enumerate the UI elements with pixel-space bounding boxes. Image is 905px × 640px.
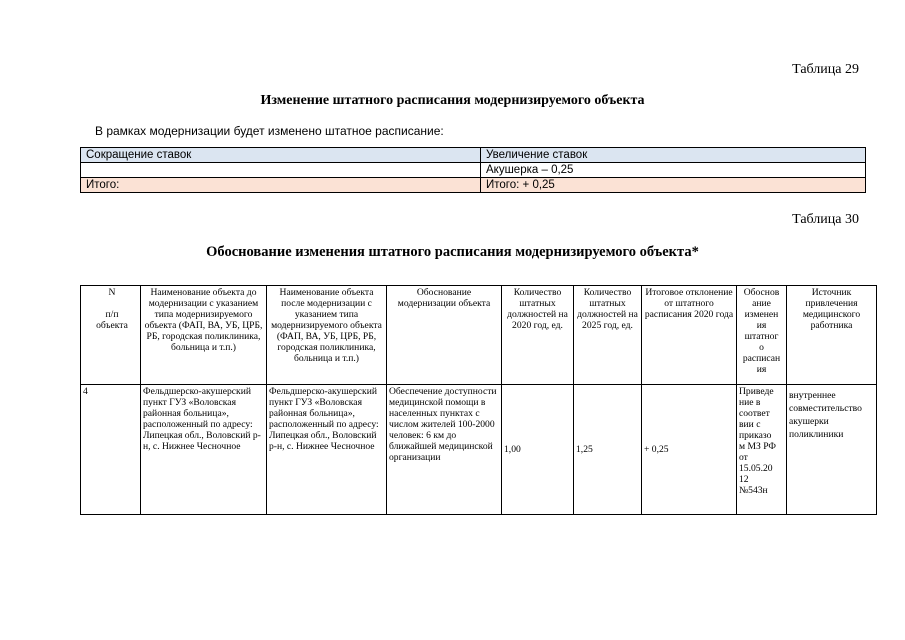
staff-2020: 1,00 bbox=[502, 385, 574, 515]
change-basis: Приведе ние в соответ вии с приказо м МЗ РФ от 15.05.20 12 №543н bbox=[737, 385, 787, 515]
modernization-reason: Обеспечение доступности медицинской помощи в населенных пунктах с числом жителей 100-2000 человек: 6 км до ближайшей медицинской организации bbox=[387, 385, 502, 515]
intro-text: В рамках модернизации будет изменено штатное расписание: bbox=[95, 124, 444, 138]
table-row bbox=[81, 163, 866, 178]
total-reduction: Итого: bbox=[81, 178, 481, 193]
header-name-after: Наименование объекта после модернизации с указанием типа модернизируемого объекта (ФАП, ВА, УБ, ЦРБ, РБ, городская поликлиника, больница и т.п.) bbox=[267, 286, 387, 385]
table-30-label: Таблица 30 bbox=[792, 212, 859, 227]
table-29-title: Изменение штатного расписания модернизируемого объекта bbox=[260, 93, 645, 108]
header-reduction: Сокращение ставок bbox=[81, 148, 481, 163]
table-29-label: Таблица 29 bbox=[792, 62, 859, 77]
table-30-title: Обоснование изменения штатного расписания модернизируемого объекта* bbox=[206, 244, 699, 260]
header-increase: Увеличение ставок bbox=[481, 148, 866, 163]
header-justification: Обоснование модернизации объекта bbox=[387, 286, 502, 385]
worker-source: внутреннее совместительство акушерки поликлиники bbox=[787, 385, 877, 515]
staff-2025: 1,25 bbox=[574, 385, 642, 515]
staffing-justification-table bbox=[80, 285, 877, 515]
object-number: 4 bbox=[81, 385, 141, 515]
staffing-change-table bbox=[80, 147, 866, 193]
reduction-cell bbox=[81, 163, 481, 178]
header-source: Источник привлечения медицинского работника bbox=[787, 286, 877, 385]
table-row bbox=[81, 385, 877, 515]
total-increase: Итого: + 0,25 bbox=[481, 178, 866, 193]
object-after: Фельдшерско-акушерский пункт ГУЗ «Воловская районная больница», расположенный по адресу: Липецкая обл., Воловский р-н, с. Нижнее Чесночное bbox=[267, 385, 387, 515]
deviation-value: + 0,25 bbox=[642, 385, 737, 515]
header-change-basis: Обоснов ание изменен ия штатног о расписан ия bbox=[737, 286, 787, 385]
increase-cell: Акушерка – 0,25 bbox=[481, 163, 866, 178]
header-deviation: Итоговое отклонение от штатного расписания 2020 года bbox=[642, 286, 737, 385]
table-header-row bbox=[81, 286, 877, 385]
header-name-before: Наименование объекта до модернизации с указанием типа модернизируемого объекта (ФАП, ВА, УБ, ЦРБ, РБ, городская поликлиника, больница и т.п.) bbox=[141, 286, 267, 385]
header-number: N п/п объекта bbox=[81, 286, 141, 385]
table-header-row bbox=[81, 148, 866, 163]
header-staff-2025: Количество штатных должностей на 2025 год, ед. bbox=[574, 286, 642, 385]
object-before: Фельдшерско-акушерский пункт ГУЗ «Воловская районная больница», расположенный по адресу: Липецкая обл., Воловский р-н, с. Нижнее Чесночное bbox=[141, 385, 267, 515]
header-staff-2020: Количество штатных должностей на 2020 год, ед. bbox=[502, 286, 574, 385]
total-row bbox=[81, 178, 866, 193]
